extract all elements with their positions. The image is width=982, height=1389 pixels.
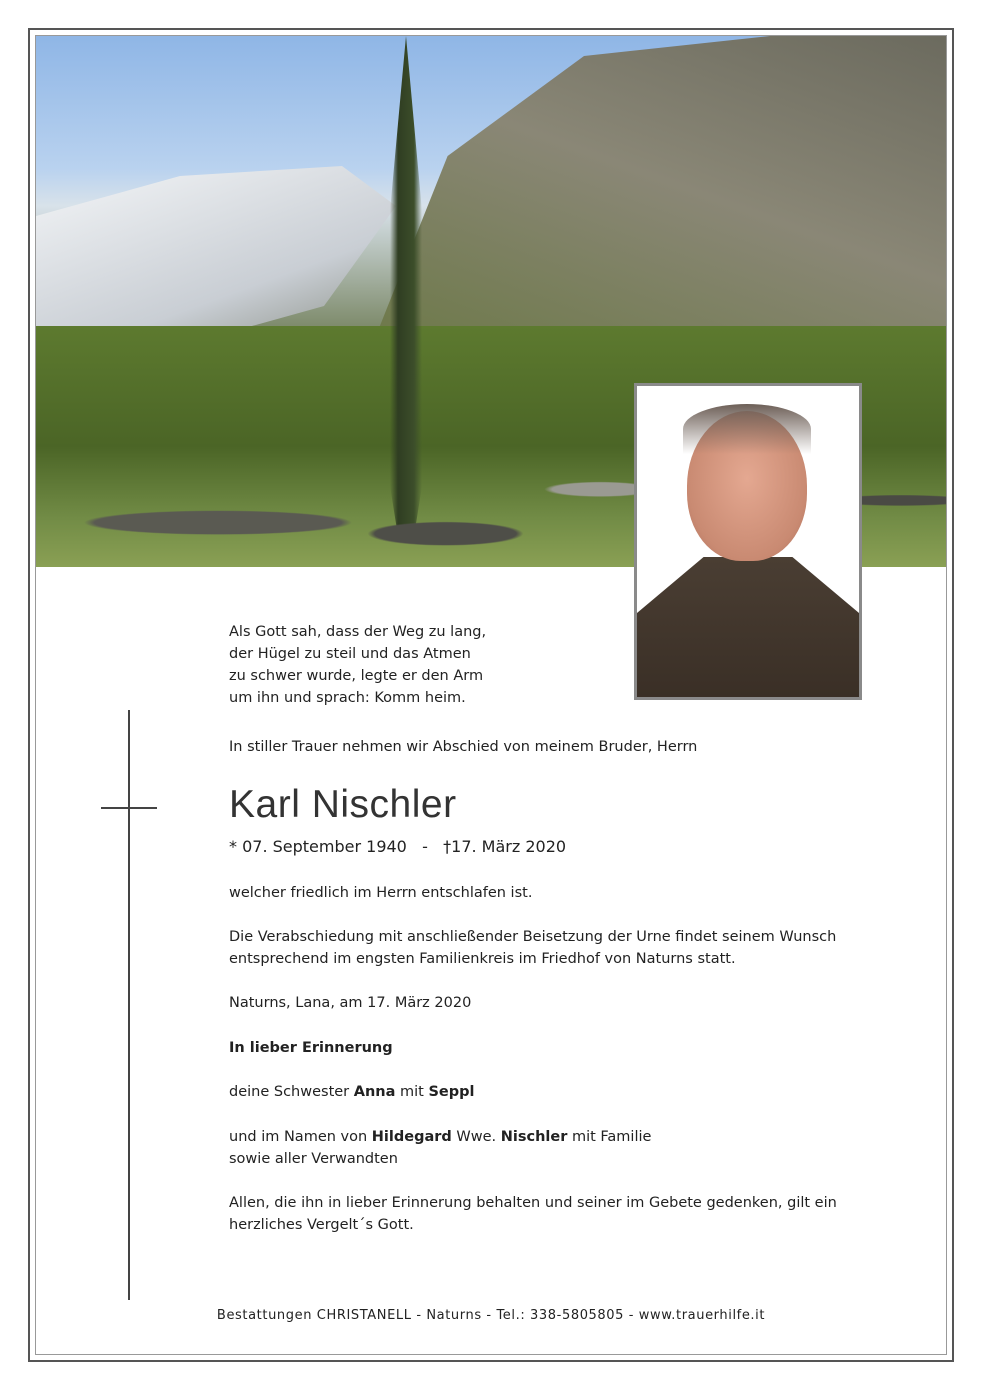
family-line-2: und im Namen von Hildegard Wwe. Nischler mit Familie xyxy=(229,1129,652,1145)
ceremony-text: Die Verabschiedung mit anschließender Beisetzung der Urne findet seinem Wunsch entsprechend im engsten Familienkreis im Friedhof von Naturns statt. xyxy=(229,929,837,967)
intro-text: In stiller Trauer nehmen wir Abschied von meinem Bruder, Herrn xyxy=(229,739,698,755)
family-line-3: sowie aller Verwandten xyxy=(229,1151,398,1167)
cross-icon-bar xyxy=(101,807,157,809)
thanks-text: Allen, die ihn in lieber Erinnerung behalten und seiner im Gebete gedenken, gilt ein herzliches Vergelt´s Gott. xyxy=(229,1195,837,1233)
place-date: Naturns, Lana, am 17. März 2020 xyxy=(229,995,472,1011)
portrait-photo xyxy=(634,383,862,700)
life-dates: * 07. September 1940 - †17. März 2020 xyxy=(229,837,567,856)
memory-heading: In lieber Erinnerung xyxy=(229,1040,393,1056)
poem: Als Gott sah, dass der Weg zu lang, der Hügel zu steil und das Atmen zu schwer wurde, legte er den Arm um ihn und sprach: Komm heim. xyxy=(229,624,487,706)
family-line-1: deine Schwester Anna mit Seppl xyxy=(229,1084,475,1100)
funeral-home-footer: Bestattungen CHRISTANELL - Naturns - Tel.: 338-5805805 - www.trauerhilfe.it xyxy=(216,1308,766,1323)
cross-icon xyxy=(128,710,130,1300)
deceased-name: Karl Nischler xyxy=(229,783,457,826)
passed-text: welcher friedlich im Herrn entschlafen ist. xyxy=(229,885,533,901)
